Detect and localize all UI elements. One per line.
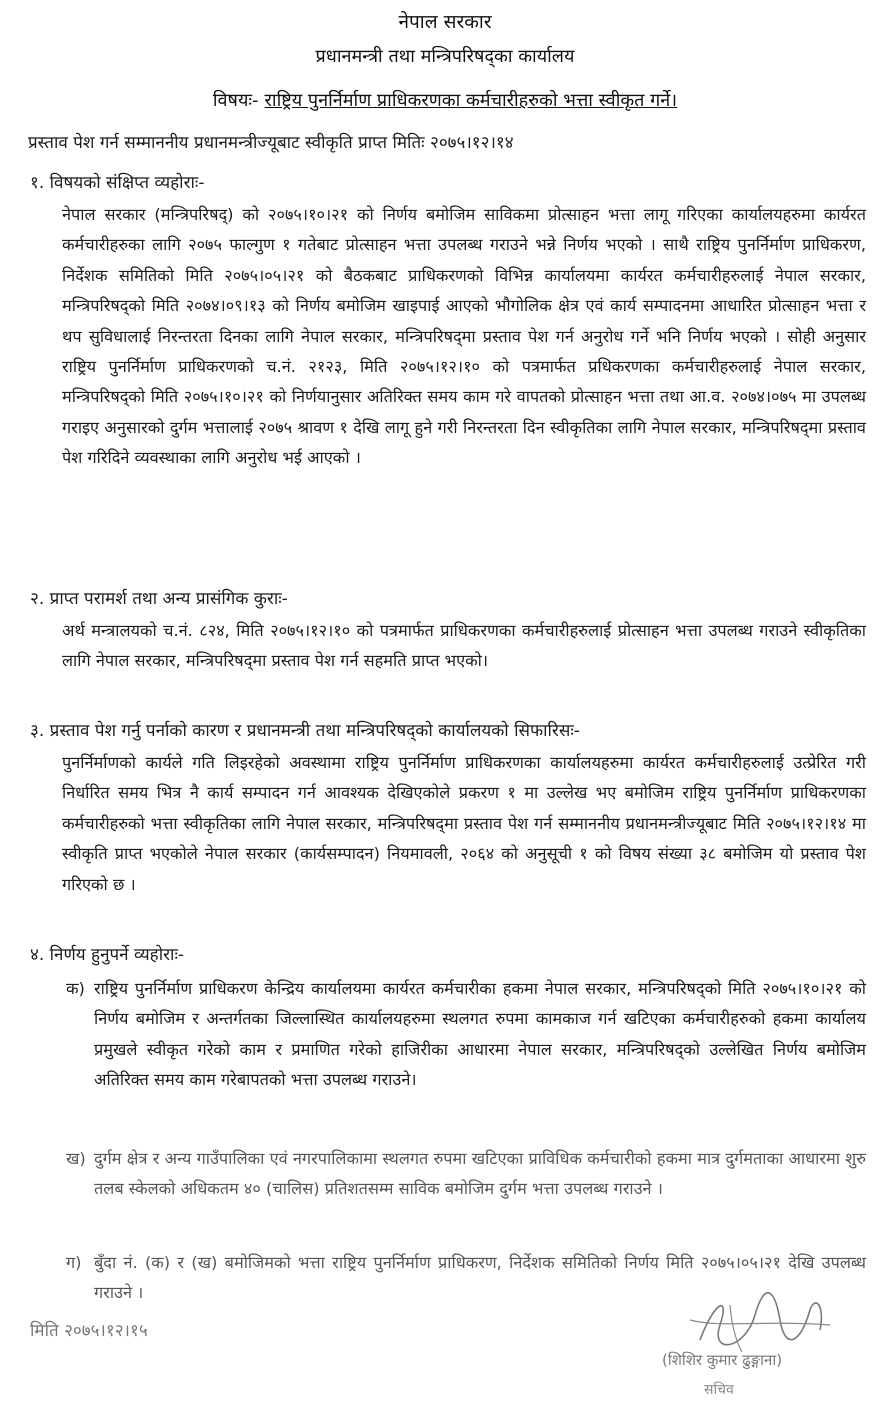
section-3-body: पुनर्निर्माणको कार्यले गति लिइरहेको अवस्थामा राष्ट्रिय पुनर्निर्माण प्राधिकरणका कार्यालयहरुमा कार्यरत कर्मचारीहरुलाई उत्प्रेरित गरी निर्धारित समय भित्र नै कार्य सम्पादन गर्न आवश्यक देखिएकोले प्रकरण १ मा उल्लेख भए बमोजिम राष्ट्रिय पुनर्निर्माण प्राधिकरणका कर्मचारीहरुको भत्ता स्वीकृतिका लागि नेपाल सरकार, मन्त्रिपरिषद्‌मा प्रस्ताव पेश गर्न सम्माननीय प्रधानमन्त्रीज्यूबाट मिति २०७५।१२।१४ मा स्वीकृति प्राप्त भएकोले नेपाल सरकार (कार्यसम्पादन) नियमावली, २०६४ को अनुसूची १ को विषय संख्या ३८ बमोजिम यो प्रस्ताव पेश गरिएको छ । <box>62 753 866 894</box>
item-text: दुर्गम क्षेत्र र अन्य गाउँपालिका एवं नगरपालिकामा स्थलगत रुपमा खटिएका प्राविधिक कर्मचारीको हकमा मात्र दुर्गमताका आधारमा शुरु तलब स्केलको अधिकतम ४० (चालिस) प्रतिशतसम्म साविक बमोजिम दुर्गम भत्ता उपलब्ध गराउने । <box>94 1149 866 1199</box>
section-2-title: २. प्राप्त परामर्श तथा अन्य प्रासंगिक कुराः- <box>30 589 288 609</box>
decision-item-kha <box>66 1144 866 1205</box>
signatory-name: (शिशिर कुमार ढुङ्गाना) <box>662 1351 783 1369</box>
section-2-body: अर्थ मन्त्रालयको च.नं. ८२४, मिति २०७५।१२।१० को पत्रमार्फत प्राधिकरणका कर्मचारीहरुलाई प्रोत्साहन भत्ता उपलब्ध गराउने स्वीकृतिका लागि नेपाल सरकार, मन्त्रिपरिषद्‌मा प्रस्ताव पेश गर्न सहमति प्राप्त भएको। <box>62 621 866 671</box>
government-heading: नेपाल सरकार <box>398 11 492 33</box>
decision-item-ka <box>66 974 866 1096</box>
section-3-title: ३. प्रस्ताव पेश गर्नु पर्नाको कारण र प्रधानमन्त्री तथा मन्त्रिपरिषद्‌को कार्यालयको सिफारिसः- <box>30 721 580 741</box>
section-4-title: ४. निर्णय हुनुपर्ने व्यहोराः- <box>30 945 185 965</box>
document-date: मिति २०७५।१२।१५ <box>30 1321 148 1341</box>
item-text: बुँदा नं. (क) र (ख) बमोजिमको भत्ता राष्ट्रिय पुनर्निर्माण प्राधिकरण, निर्देशक समितिको निर्णय मिति २०७५।०५।२१ देखि उपलब्ध गराउने । <box>94 1253 866 1303</box>
section-1-body: नेपाल सरकार (मन्त्रिपरिषद्) को २०७५।१०।२१ को निर्णय बमोजिम साविकमा प्रोत्साहन भत्ता लागू गरिएका कार्यालयहरुमा कार्यरत कर्मचारीहरुका लागि २०७५ फाल्गुण १ गतेबाट प्रोत्साहन भत्ता उपलब्ध गराउने भन्ने निर्णय भएको । साथै राष्ट्रिय पुनर्निर्माण प्राधिकरण, निर्देशक समितिको मिति २०७५।०५।२१ को बैठकबाट प्राधिकरणको विभिन्न कार्यालयमा कार्यरत कर्मचारीहरुलाई नेपाल सरकार, मन्त्रिपरिषद्‌को मिति २०७४।०९।१३ को निर्णय बमोजिम खाइपाई आएको भौगोलिक क्षेत्र एवं कार्य सम्पादनमा आधारित प्रोत्साहन भत्ता र थप सुविधालाई निरन्तरता दिनका लागि नेपाल सरकार, मन्त्रिपरिषद्‌मा प्रस्ताव पेश गर्न अनुरोध गर्ने भनि निर्णय भएको । सोही अनुसार राष्ट्रिय पुनर्निर्माण प्राधिकरणको च.नं. २१२३, मिति २०७५।१२।१० को पत्रमार्फत प्रधिकरणका कर्मचारीहरुलाई नेपाल सरकार, मन्त्रिपरिषद्‌को मिति २०७५।१०।२१ को निर्णयानुसार अतिरिक्त समय काम गरे वापतको प्रोत्साहन भत्ता तथा आ.व. २०७४।०७५ मा उपलब्ध गराइए अनुसारको दुर्गम भत्तालाई २०७५ श्रावण १ देखि लागू हुने गरी निरन्तरता दिन स्वीकृतिका लागि नेपाल सरकार, मन्त्रिपरिषद्‌मा प्रस्ताव पेश गरिदिने व्यवस्थाका लागि अनुरोध भई आएको । <box>62 205 866 468</box>
subject-line <box>0 88 890 112</box>
proposal-approval-line: प्रस्ताव पेश गर्न सम्माननीय प्रधानमन्त्रीज्यूबाट स्वीकृति प्राप्त मितिः २०७५।१२।१४ <box>28 133 514 153</box>
office-heading: प्रधानमन्त्री तथा मन्त्रिपरिषद्‌का कार्यालय <box>315 46 575 67</box>
item-text: राष्ट्रिय पुनर्निर्माण प्राधिकरण केन्द्रिय कार्यालयमा कार्यरत कर्मचारीका हकमा नेपाल सरकार, मन्त्रिपरिषद्‌को मिति २०७५।१०।२१ को निर्णय बमोजिम र अन्तर्गतका जिल्लास्थित कार्यालयहरुमा स्थलगत रुपमा कामकाज गर्न खटिएका कर्मचारीहरुको हकमा कार्यालय प्रमुखले स्वीकृत गरेको काम र प्रमाणित गरेको हाजिरीका आधारमा नेपाल सरकार, मन्त्रिपरिषद्‌को उल्लेखित निर्णय बमोजिम अतिरिक्त समय काम गरेबापतको भत्ता उपलब्ध गराउने। <box>94 979 866 1090</box>
item-marker: ग) <box>66 1253 82 1272</box>
item-marker: ख) <box>66 1149 86 1168</box>
signatory-title: सचिव <box>704 1382 734 1398</box>
subject-label: विषयः- <box>212 90 259 111</box>
subject-text: राष्ट्रिय पुनर्निर्माण प्राधिकरणका कर्मचारीहरुको भत्ता स्वीकृत गर्ने। <box>264 90 678 111</box>
section-1-title: १. विषयको संक्षिप्त व्यहोराः- <box>30 173 205 193</box>
item-marker: क) <box>66 979 85 998</box>
